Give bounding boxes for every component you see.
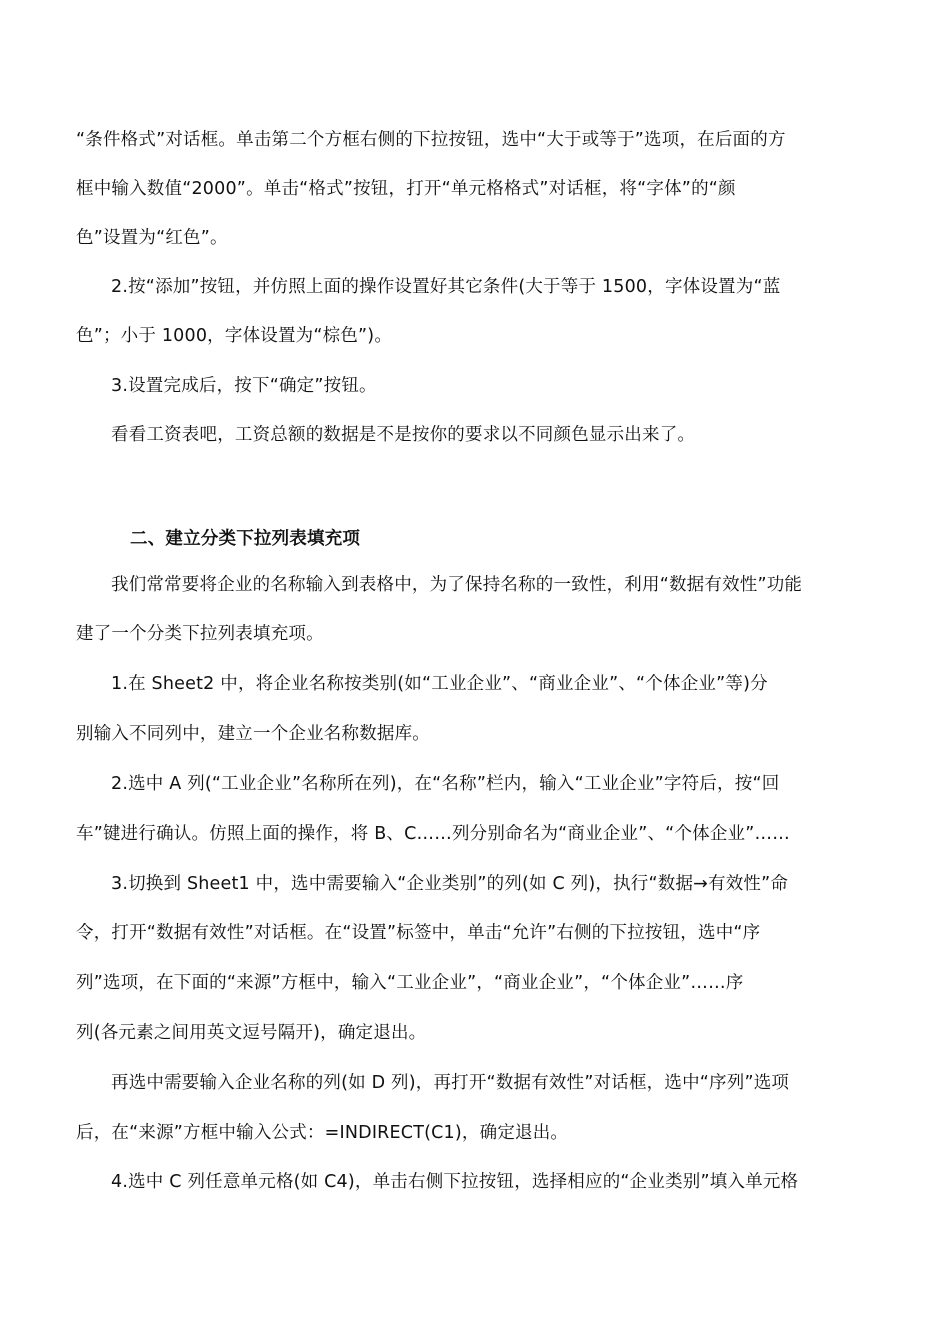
paragraph-2-line-2: 色”；小于 1000，字体设置为“棕色”)。: [76, 326, 393, 346]
section-paragraph-3-line-2: 车”键进行确认。仿照上面的操作，将 B、C……列分别命名为“商业企业”、“个体企业”……: [76, 824, 790, 844]
section-paragraph-5-line-1: 再选中需要输入企业名称的列(如 D 列)，再打开“数据有效性”对话框，选中“序列”选项: [111, 1073, 790, 1093]
paragraph-3-line-1: 3.设置完成后，按下“确定”按钮。: [111, 376, 377, 396]
section-heading: 二、建立分类下拉列表填充项: [130, 529, 361, 549]
paragraph-1-line-1: “条件格式”对话框。单击第二个方框右侧的下拉按钮，选中“大于或等于”选项，在后面的方: [76, 130, 786, 150]
paragraph-1-line-2: 框中输入数值“2000”。单击“格式”按钮，打开“单元格格式”对话框，将“字体”的“颜: [76, 179, 736, 199]
section-paragraph-4-line-2: 令，打开“数据有效性”对话框。在“设置”标签中，单击“允许”右侧的下拉按钮，选中“序: [76, 923, 761, 943]
section-paragraph-4-line-1: 3.切换到 Sheet1 中，选中需要输入“企业类别”的列(如 C 列)，执行“数据→有效性”命: [111, 874, 789, 894]
section-paragraph-3-line-1: 2.选中 A 列(“工业企业”名称所在列)，在“名称”栏内，输入“工业企业”字符后，按“回: [111, 774, 780, 794]
paragraph-1-line-3: 色”设置为“红色”。: [76, 228, 228, 248]
section-paragraph-6-line-1: 4.选中 C 列任意单元格(如 C4)，单击右侧下拉按钮，选择相应的“企业类别”填入单元格: [111, 1172, 799, 1192]
section-paragraph-2-line-2: 别输入不同列中，建立一个企业名称数据库。: [76, 724, 430, 744]
section-paragraph-4-line-3: 列”选项，在下面的“来源”方框中，输入“工业企业”，“商业企业”，“个体企业”……序: [76, 973, 744, 993]
section-paragraph-5-line-2: 后，在“来源”方框中输入公式：=INDIRECT(C1)，确定退出。: [76, 1123, 569, 1143]
section-paragraph-1-line-2: 建了一个分类下拉列表填充项。: [76, 624, 324, 644]
paragraph-2-line-1: 2.按“添加”按钮，并仿照上面的操作设置好其它条件(大于等于 1500，字体设置为“蓝: [111, 277, 781, 297]
section-paragraph-4-line-4: 列(各元素之间用英文逗号隔开)，确定退出。: [76, 1023, 427, 1043]
paragraph-4-line-1: 看看工资表吧，工资总额的数据是不是按你的要求以不同颜色显示出来了。: [111, 425, 696, 445]
section-paragraph-2-line-1: 1.在 Sheet2 中，将企业名称按类别(如“工业企业”、“商业企业”、“个体企业”等)分: [111, 674, 768, 694]
section-paragraph-1-line-1: 我们常常要将企业的名称输入到表格中，为了保持名称的一致性，利用“数据有效性”功能: [111, 575, 803, 595]
